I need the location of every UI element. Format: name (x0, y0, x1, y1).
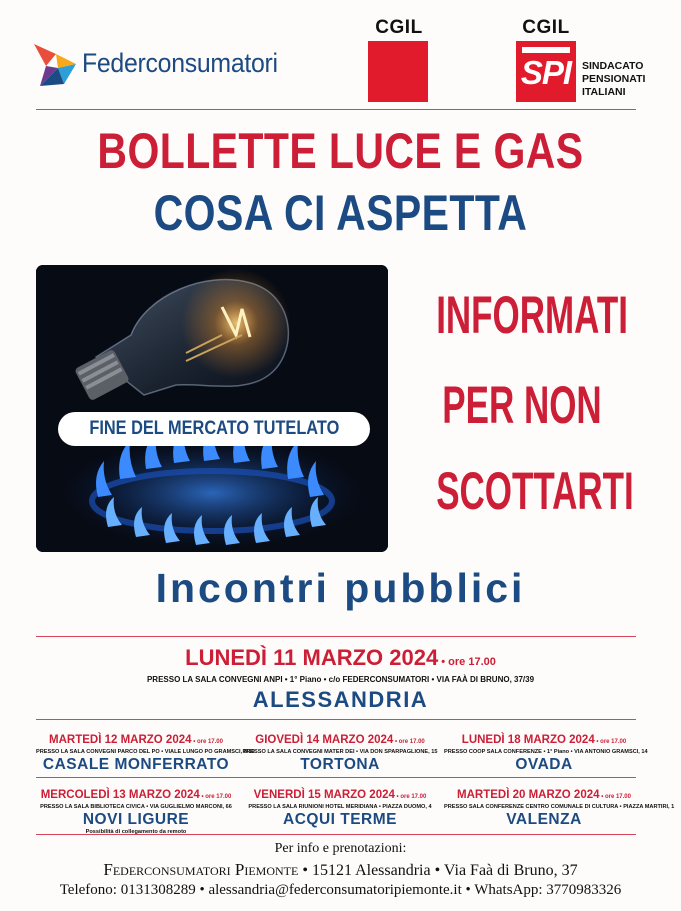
featured-meeting-city: ALESSANDRIA (252, 687, 429, 712)
market-end-label: FINE DEL MERCATO TUTELATO (58, 412, 370, 446)
footer-divider (36, 834, 636, 835)
grid-row-divider (36, 777, 636, 778)
meeting-card: LUNEDÌ 18 MARZO 2024 • ore 17.00 PRESSO COOP SALA CONFERENZE • 1° Piano • VIA ANTONIO GRAMSCI, 14 OVADA (444, 734, 648, 773)
cgil-logo-box (368, 41, 428, 102)
spi-subtitle: SINDACATO PENSIONATI ITALIANI (582, 60, 646, 98)
featured-meeting-venue: PRESSO LA SALA CONVEGNI ANPI • 1° Piano • c/o FEDERCONSUMATORI • VIA FAÀ DI BRUNO, 37/39 (146, 675, 535, 684)
divider-above-grid (36, 719, 636, 720)
meeting-card: MARTEDÌ 20 MARZO 2024 • ore 17.00 PRESSO SALA CONFERENZE CENTRO COMUNALE DI CULTURA • PIAZZA MARTIRI, 1 VALENZA (444, 789, 675, 828)
spi-cgil-logo-text: CGIL (522, 17, 570, 38)
contact-details: Telefono: 0131308289 • alessandria@federconsumatoripiemonte.it • WhatsApp: 3770983326 (59, 882, 622, 898)
meeting-card: VENERDÌ 15 MARZO 2024 • ore 17.00 PRESSO LA SALA RIUNIONI HOTEL MERIDIANA • PIAZZA DUOMO, 4 ACQUI TERME (248, 789, 432, 828)
contact-address: Federconsumatori Piemonte • 15121 Alessandria • Via Faà di Bruno, 37 (103, 860, 578, 879)
meeting-card: GIOVEDÌ 14 MARZO 2024 • ore 17.00 PRESSO LA SALA CONVEGNI MATER DEI • VIA DON SPARPAGLIONE, 15 TORTONA (242, 734, 438, 773)
spi-logo-box (516, 41, 576, 102)
federconsumatori-logo-text: Federconsumatori (82, 48, 278, 78)
energy-photo (36, 265, 388, 552)
meeting-card: MERCOLEDÌ 13 MARZO 2024 • ore 17.00 PRESSO LA SALA BIBLIOTECA CIVICA • VIA GUGLIELMO MARCONI, 66 NOVI LIGURE Possibilità di collegamento da remoto (40, 789, 232, 835)
slogan-line-3: SCOTTARTI (436, 462, 634, 521)
section-title: Incontri pubblici (155, 565, 526, 611)
divider-above-featured (36, 636, 636, 637)
spi-logo-text: SPI (520, 54, 572, 91)
contact-intro: Per info e prenotazioni: (274, 841, 407, 856)
header-divider (36, 109, 636, 110)
headline-line-1: BOLLETTE LUCE E GAS (97, 123, 584, 179)
cgil-logo-text: CGIL (375, 17, 423, 38)
meeting-card: MARTEDÌ 12 MARZO 2024 • ore 17.00 PRESSO LA SALA CONVEGNI PARCO DEL PO • VIALE LUNGO PO GRAMSCI, 8/10 CASALE MONFERRATO (36, 734, 255, 773)
featured-meeting-date: LUNEDÌ 11 MARZO 2024 • ore 17.00 (185, 645, 496, 670)
federconsumatori-logo-icon (34, 42, 76, 88)
slogan-line-2: PER NON (442, 376, 602, 435)
slogan-line-1: INFORMATI (436, 286, 628, 345)
bulb-and-flame-illustration (36, 265, 388, 552)
headline-line-2: COSA CI ASPETTA (153, 185, 528, 241)
